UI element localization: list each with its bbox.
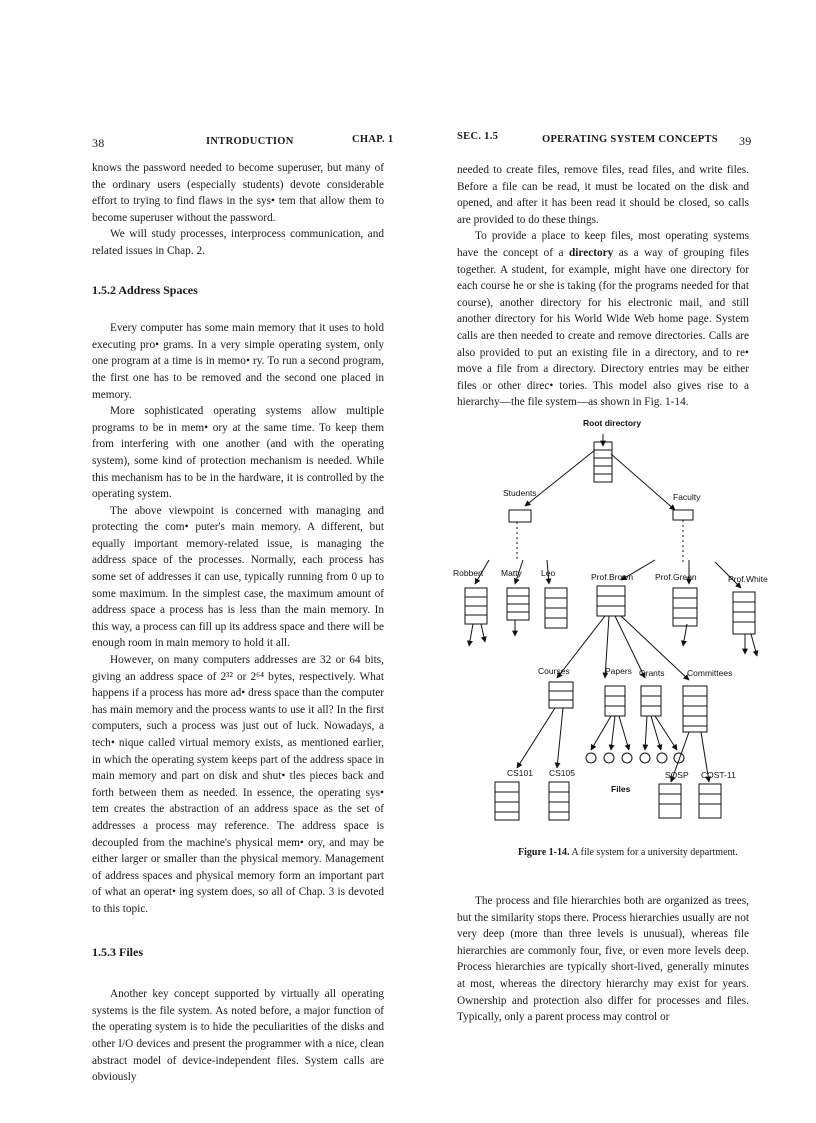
right-running-title: OPERATING SYSTEM CONCEPTS [542,134,718,145]
label-robbert: Robbert [453,568,484,578]
label-students: Students [503,488,537,498]
term-directory: directory [568,246,614,259]
label-prof-brown: Prof.Brown [591,572,634,582]
label-committees: Committees [687,668,733,678]
right-column-bottom [457,893,749,1026]
leo-dir-box [545,588,567,628]
right-para-2-end: as a way of grouping files together. A student, for example, might have one directory for each course he or she is taking (for the programs needed for that course), another directory for his electronic mail, and still another directory for his World Wide Web home page. System calls are then needed to create and remove directories. Calls are also provided to put an existing file in a directory, and to re• move a file from a directory. Directory entries may be either files or other direc• tories. This model also gives rise to a hierarchy—the file system—as shown in Fig. 1-14. [457,246,749,409]
prof-green-dir-box [673,588,697,626]
root-directory-box [594,442,612,482]
cost11-dir-box [699,784,721,818]
left-chapter-label: CHAP. 1 [352,134,394,145]
label-prof-white: Prof.White [728,574,768,584]
left-para-6: However, on many computers addresses are 32 or 64 bits, giving an address space of 2³² or 2⁶⁴ bytes, respectively. What happens if a process has more ad• dress space than the computer has main memory and the process wants to use it all? In the first computers, such a process was just out of luck. Nowadays, a tech• nique called virtual memory exists, as mentioned earlier, in which the operating system keeps part of the address space in main memory and part on disk and shut• tles pieces back and forth between them as needed. In essence, the operating sys• tem creates the abstraction of an address space as the set of addresses a process may reference. The address space is decoupled from the machine's physical mem• ory, and may be either larger or smaller than the physical memory. Management of address spaces and physical memory form an important part of what an operat• ing system does, so all of Chap. 3 is devoted to this topic. [92,654,384,915]
label-papers: Papers [605,666,632,676]
papers-dir-box [605,686,625,716]
right-para-1: needed to create files, remove files, read files, and write files. Before a file can be read, it must be located on the disk and opened, and after it has been read it should be closed, so calls are provided to do these things. [457,164,749,226]
cs105-dir-box [549,782,569,820]
right-para-2 [457,228,749,411]
label-leo: Leo [541,568,556,578]
left-para-2: We will study processes, interprocess communication, and related issues in Chap. 2. [92,228,384,257]
courses-dir-box [549,682,573,708]
left-para-4: More sophisticated operating systems allow multiple programs to be in mem• ory at the same time. To keep them from interfering with one another (and with the operating system), some kind of protection mechanism is needed. While this mechanism has to be in the hardware, it is controlled by the operating system. [92,405,384,501]
label-grants: Grants [639,668,665,678]
right-page-number: 39 [739,134,752,148]
label-root-directory: Root directory [583,418,642,428]
figure-caption-text: A file system for a university department. [571,847,738,858]
left-para-5: The above viewpoint is concerned with managing and protecting the com• puter's main memory. A different, but equally important memory-related issue, is managing the address space of the processes. Normally, each process has some set of addresses it can use, typically running from 0 up to some maximum. In the simplest case, the maximum amount of address space a process has is less than the main memory. In this way, a process can fill up its address space and there will be enough room in main memory to hold it all. [92,504,384,650]
label-cs101: CS101 [507,768,533,778]
cs101-dir-box [495,782,519,820]
label-faculty: Faculty [673,492,701,502]
left-para-1: knows the password needed to become superuser, but many of the ordinary users (especially students) devote considerable effort to trying to find flaws in the sys• tem that allow them to become superuser without the password. [92,162,384,224]
left-running-title: INTRODUCTION [206,136,294,147]
section-1-5-2-heading: 1.5.2 Address Spaces [92,282,198,297]
sosp-dir-box [659,784,681,818]
left-page-number: 38 [92,136,105,150]
label-courses: Courses [538,666,570,676]
label-cs105: CS105 [549,768,575,778]
label-sosp: SOSP [665,770,689,780]
left-para-3: Every computer has some main memory that it uses to hold executing pro• grams. In a very simple operating system, only one program at a time is in memo• ry. To run a second program, the first one has to be removed and the second one placed in memory. [92,322,384,401]
label-prof-green: Prof.Green [655,572,697,582]
section-1-5-3-heading: 1.5.3 Files [92,944,143,959]
label-cost-11: COST-11 [701,770,736,780]
grants-dir-box [641,686,661,716]
figure-caption [518,847,738,858]
left-para-7: Another key concept supported by virtually all operating systems is the file system. As noted before, a major function of the operating system is to hide the peculiarities of the disks and other I/O devices and present the programmer with a nice, clean abstract model of device-independent files. System calls are obviously [92,988,384,1084]
matty-dir-box [507,588,529,620]
right-section-label: SEC. 1.5 [457,131,499,142]
right-para-2-start: To provide a place to keep files, most operating systems have the concept of a [457,230,749,259]
figure-caption-label: Figure 1-14. [518,847,570,858]
label-matty: Matty [501,568,522,578]
right-para-3: The process and file hierarchies both are organized as trees, but the similarity stops there. Process hierarchies usually are not very deep (more than three levels is unusual), whereas file hierarchies are commonly four, five, or even more levels deep. Process hierarchies are typically short-lived, generally minutes at most, whereas the directory hierarchy may exist for years. Ownership and protection also differ for processes and files. Typically, only a parent process may control or [457,895,749,1024]
left-column [92,160,384,1086]
right-column-top [457,162,749,411]
figure-1-14-file-system-tree [445,410,781,840]
prof-white-dir-box [733,592,755,634]
prof-brown-dir-box [597,586,625,616]
committees-dir-box [683,686,707,732]
robbert-dir-box [465,588,487,624]
label-files: Files [611,784,631,794]
